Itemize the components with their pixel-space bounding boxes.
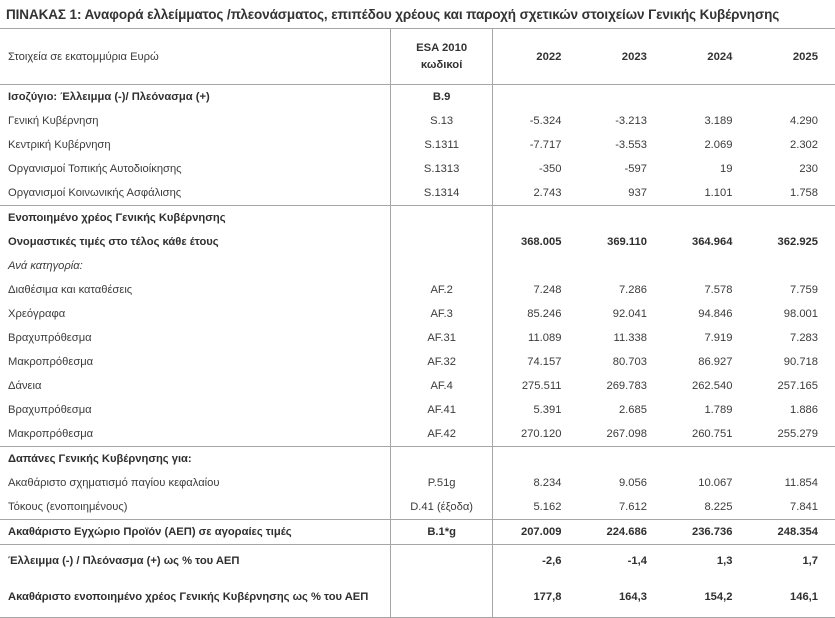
row-value-2023: -1,4 [578,545,664,578]
row-value-2023 [578,206,664,231]
row-label: Μακροπρόθεσμα [8,428,94,441]
row-value-2025: 98.001 [783,308,818,321]
row-value-2024: 1.789 [704,404,733,417]
row-esa-code: S.13 [390,109,493,133]
header-esa-line1: ESA 2010 [416,42,468,55]
row-value-2022: 177,8 [493,577,579,618]
row-value-2025 [749,206,835,231]
row-value-2024: 262.540 [691,380,733,393]
row-value-2023: 11.338 [613,332,647,345]
row-label: Βραχυπρόθεσμα [8,404,92,417]
row-value-2025: 90.718 [783,356,818,369]
row-label: Γενική Κυβέρνηση [8,115,99,128]
table-row [0,495,835,520]
row-value-2024: 7.919 [704,332,733,345]
row-label: Ακαθάριστο Εγχώριο Προϊόν (ΑΕΠ) σε αγοραίες τιμές [0,520,390,545]
table-row [0,398,835,422]
row-value-2025: 11.854 [784,477,818,490]
row-value-2024: 3.189 [704,115,733,128]
row-value-2025: 1.886 [790,404,818,417]
row-value-2024: 86.927 [698,356,733,369]
table-row [0,520,835,545]
table-row [0,109,835,133]
row-value-2024: 1,3 [664,545,750,578]
row-value-2023: -597 [624,163,647,176]
table-row [0,254,835,278]
table-row [0,326,835,350]
header-year-2023: 2023 [578,29,664,85]
row-esa-code: AF.31 [390,326,493,350]
table-row [0,545,835,578]
row-value-2023: 224.686 [578,520,664,545]
row-value-2022 [493,254,579,278]
row-esa-code: AF.32 [390,350,493,374]
row-value-2025: 230 [799,163,818,176]
header-unit-label: Στοιχεία σε εκατομμύρια Ευρώ [0,29,390,85]
row-value-2024: 94.846 [698,308,733,321]
fiscal-table [0,28,835,618]
row-label: Διαθέσιμα και καταθέσεις [8,284,133,297]
row-value-2022: 7.248 [533,284,562,297]
row-label: Βραχυπρόθεσμα [8,332,92,345]
table-row [0,302,835,326]
row-value-2023: 7.286 [618,284,647,297]
row-esa-code [390,230,493,254]
row-esa-code [390,254,493,278]
row-value-2022: 270.120 [520,428,562,441]
row-value-2024: 1.101 [704,187,733,200]
row-value-2025: 146,1 [749,577,835,618]
row-label: Δαπάνες Γενικής Κυβέρνησης για: [0,447,390,472]
row-value-2022: 275.511 [521,380,562,393]
row-value-2022: 11.089 [528,332,562,345]
header-year-2024: 2024 [664,29,750,85]
row-value-2024: 154,2 [664,577,750,618]
row-value-2024: 8.225 [704,501,733,514]
row-esa-code: AF.3 [390,302,493,326]
row-esa-code: S.1313 [390,157,493,181]
row-value-2022 [493,85,579,110]
row-value-2024 [664,447,750,472]
row-label: Ακαθάριστο σχηματισμό παγίου κεφαλαίου [8,477,220,490]
row-value-2024: 236.736 [664,520,750,545]
row-value-2022: -2,6 [493,545,579,578]
table-row [0,157,835,181]
row-value-2023: -3.213 [615,115,647,128]
row-value-2022: 207.009 [493,520,579,545]
row-label: Ανά κατηγορία: [8,260,83,273]
row-value-2022: 74.157 [527,356,562,369]
row-esa-code: S.1311 [390,133,493,157]
row-value-2024: 10.067 [698,477,733,490]
header-esa-line2: κωδικοί [420,58,463,71]
row-value-2025 [749,254,835,278]
row-value-2025: 255.279 [777,428,818,441]
row-value-2024 [664,85,750,110]
row-label: Χρεόγραφα [8,308,66,321]
row-esa-code: P.51g [390,471,493,495]
table-row [0,181,835,206]
row-value-2022: 2.743 [533,187,562,200]
row-esa-code: AF.42 [390,422,493,447]
row-value-2022: -5.324 [529,115,562,128]
row-value-2023 [578,85,664,110]
row-esa-code: S.1314 [390,181,493,206]
row-value-2025: 248.354 [749,520,835,545]
row-value-2023: 7.612 [618,501,647,514]
row-value-2022: 5.162 [533,501,562,514]
row-label: Ισοζύγιο: Έλλειμμα (-)/ Πλεόνασμα (+) [8,91,210,104]
table-row [0,85,835,110]
table-row [0,350,835,374]
table-body [0,85,835,618]
row-esa-code [390,577,493,618]
table-row [0,278,835,302]
row-value-2023: -3.553 [615,139,647,152]
row-esa-code [390,447,493,472]
row-value-2024: 364.964 [691,236,733,249]
row-value-2025 [749,447,835,472]
row-label: Μακροπρόθεσμα [8,356,94,369]
row-value-2023: 269.783 [606,380,647,393]
row-value-2024: 2.069 [704,139,733,152]
row-value-2023: 2.685 [618,404,647,417]
row-label: Ενοποιημένο χρέος Γενικής Κυβέρνησης [0,206,390,231]
row-value-2022: -350 [539,163,562,176]
row-label: Ακαθάριστο ενοποιημένο χρέος Γενικής Κυβέρνησης ως % του ΑΕΠ [0,577,390,618]
row-esa-code [390,206,493,231]
row-esa-code: AF.2 [390,278,493,302]
row-value-2025: 257.165 [777,380,818,393]
row-esa-code: AF.4 [390,374,493,398]
header-row [0,29,835,85]
header-year-2022: 2022 [493,29,579,85]
row-label: Τόκους (ενοποιημένους) [8,501,128,514]
row-value-2023: 267.098 [606,428,647,441]
table-row [0,230,835,254]
table-row [0,206,835,231]
row-label: Έλλειμμα (-) / Πλεόνασμα (+) ως % του ΑΕΠ [0,545,390,578]
row-value-2023: 9.056 [618,477,647,490]
row-value-2023: 80.703 [612,356,647,369]
row-value-2025: 7.759 [790,284,818,297]
row-value-2022: 85.246 [527,308,562,321]
row-value-2025: 7.841 [790,501,818,514]
row-label: Οργανισμοί Τοπικής Αυτοδιοίκησης [8,163,182,176]
header-esa-code [390,29,493,85]
table-row [0,422,835,447]
row-value-2025: 4.290 [790,115,818,128]
table-row [0,577,835,618]
table-row [0,133,835,157]
row-value-2025: 7.283 [790,332,818,345]
row-value-2023 [578,254,664,278]
row-value-2022 [493,206,579,231]
row-value-2025 [749,85,835,110]
row-label: Κεντρική Κυβέρνηση [8,139,111,152]
row-label: Δάνεια [8,380,42,393]
row-esa-code: B.1*g [390,520,493,545]
row-value-2022 [493,447,579,472]
row-value-2022: 8.234 [533,477,562,490]
row-value-2025: 362.925 [777,236,818,249]
row-label: Οργανισμοί Κοινωνικής Ασφάλισης [8,187,182,200]
row-value-2024: 7.578 [704,284,733,297]
row-value-2023: 92.041 [612,308,647,321]
row-label: Ονομαστικές τιμές στο τέλος κάθε έτους [8,236,219,249]
row-esa-code: D.41 (έξοδα) [390,495,493,520]
table-row [0,374,835,398]
row-value-2024: 19 [719,163,733,176]
header-year-2025: 2025 [749,29,835,85]
row-value-2023: 164,3 [578,577,664,618]
row-esa-code [390,545,493,578]
row-value-2023 [578,447,664,472]
row-value-2022: 5.391 [533,404,562,417]
row-value-2023: 937 [628,187,647,200]
row-value-2025: 1,7 [749,545,835,578]
table-row [0,471,835,495]
row-esa-code: AF.41 [390,398,493,422]
table-row [0,447,835,472]
row-value-2024 [664,206,750,231]
table-header [0,29,835,85]
row-value-2022: -7.717 [529,139,562,152]
row-value-2024: 260.751 [691,428,733,441]
row-value-2023: 369.110 [607,236,647,249]
row-esa-code: B.9 [390,85,493,110]
row-value-2022: 368.005 [520,236,562,249]
row-value-2025: 1.758 [790,187,818,200]
row-value-2025: 2.302 [790,139,818,152]
page-title: ΠΙΝΑΚΑΣ 1: Αναφορά ελλείμματος /πλεονάσματος, επιπέδου χρέους και παροχή σχετικών στοιχείων Γενικής Κυβέρνησης [6,7,780,22]
row-value-2024 [664,254,750,278]
